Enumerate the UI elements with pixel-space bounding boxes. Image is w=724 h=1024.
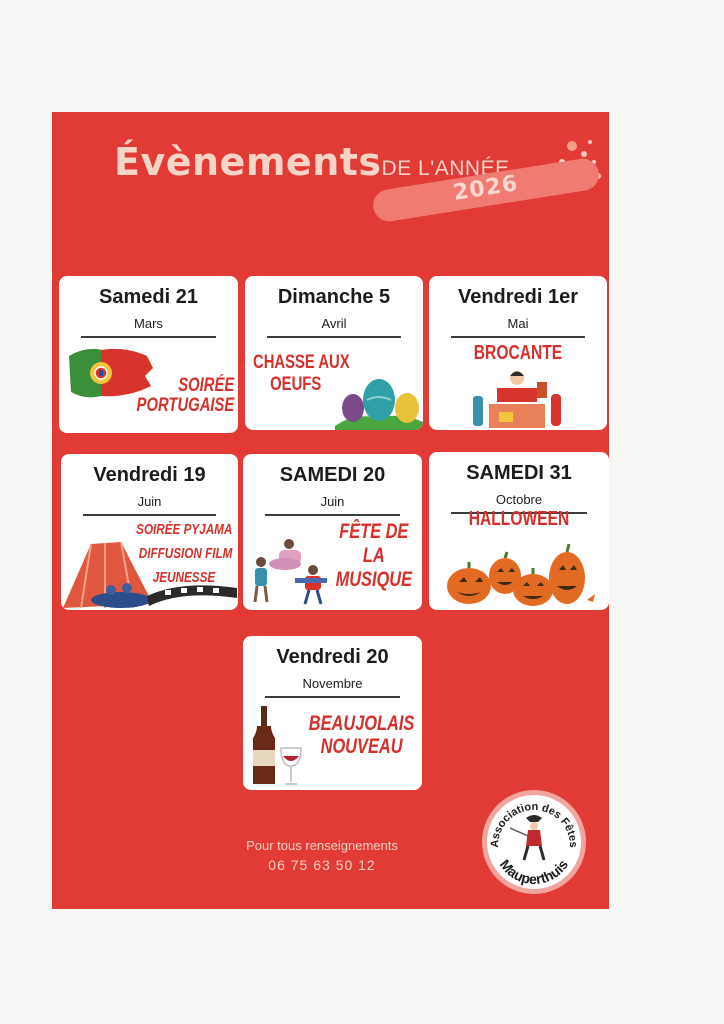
- logo-text-top: Association des Fêtes: [488, 800, 580, 848]
- event-title: [449, 510, 589, 529]
- event-day: Vendredi 20: [276, 646, 389, 668]
- event-card: [61, 454, 238, 610]
- page-title: [114, 140, 510, 184]
- event-day: Vendredi 19: [93, 464, 206, 486]
- event-card: [245, 276, 423, 430]
- logo-text-bottom: Mauperthuis: [496, 856, 572, 888]
- event-line: HALLOWEEN: [468, 508, 570, 530]
- year-label: 2026: [451, 171, 520, 206]
- event-line: BROCANTE: [473, 342, 563, 364]
- divider: [265, 514, 400, 516]
- event-card: [429, 276, 607, 430]
- event-title: [449, 344, 588, 363]
- divider: [267, 336, 401, 338]
- event-line: JEUNESSE: [152, 569, 215, 586]
- event-day: Samedi 21: [99, 286, 198, 308]
- event-line: SOIRÉE: [177, 375, 234, 396]
- divider: [83, 514, 216, 516]
- event-month: Juin: [320, 494, 345, 509]
- contact-label: Pour tous renseignements: [246, 838, 398, 853]
- easter-eggs-icon: [335, 372, 423, 430]
- poster: [52, 112, 609, 909]
- event-card: [59, 276, 238, 433]
- event-month: Mars: [134, 316, 163, 331]
- contact-info: [222, 838, 422, 873]
- event-line: FÊTE DE: [339, 520, 409, 543]
- event-month: Avril: [321, 316, 347, 331]
- event-line: DIFFUSION FILM: [138, 545, 232, 562]
- event-month: Juin: [137, 494, 162, 509]
- event-day: Dimanche 5: [277, 286, 391, 308]
- wine-bottle-glass-icon: [247, 704, 305, 788]
- event-card: [243, 454, 422, 610]
- pumpkins-icon: [443, 540, 599, 608]
- event-line: LA: [362, 544, 385, 567]
- event-card: [429, 452, 609, 610]
- contact-phone: 06 75 63 50 12: [268, 857, 376, 873]
- divider: [265, 696, 400, 698]
- event-title: [336, 520, 412, 592]
- event-line: SOIRÉE PYJAMA: [135, 521, 232, 538]
- event-line: OEUFS: [270, 374, 322, 395]
- event-line: BEAUJOLAIS: [308, 712, 414, 735]
- title-main: Évènements: [114, 140, 382, 184]
- event-card: [243, 636, 422, 790]
- divider: [81, 336, 216, 338]
- association-logo: [480, 788, 588, 896]
- tent-film-icon: [61, 534, 238, 610]
- event-line: CHASSE AUX: [253, 352, 350, 373]
- flea-market-stall-icon: [469, 368, 569, 430]
- event-day: SAMEDI 20: [279, 464, 386, 486]
- event-month: Novembre: [302, 676, 363, 691]
- event-month: Mai: [507, 316, 529, 331]
- title-sub: DE L'ANNÉE: [381, 157, 510, 180]
- event-day: SAMEDI 31: [466, 462, 572, 484]
- event-month: Octobre: [495, 492, 543, 507]
- divider: [451, 336, 585, 338]
- event-line: NOUVEAU: [320, 735, 403, 758]
- event-title: [308, 712, 414, 758]
- musicians-icon: [247, 536, 337, 606]
- event-title: [136, 376, 234, 416]
- event-line: PORTUGAISE: [136, 395, 234, 416]
- event-day: Vendredi 1er: [457, 286, 579, 308]
- event-line: MUSIQUE: [335, 568, 412, 591]
